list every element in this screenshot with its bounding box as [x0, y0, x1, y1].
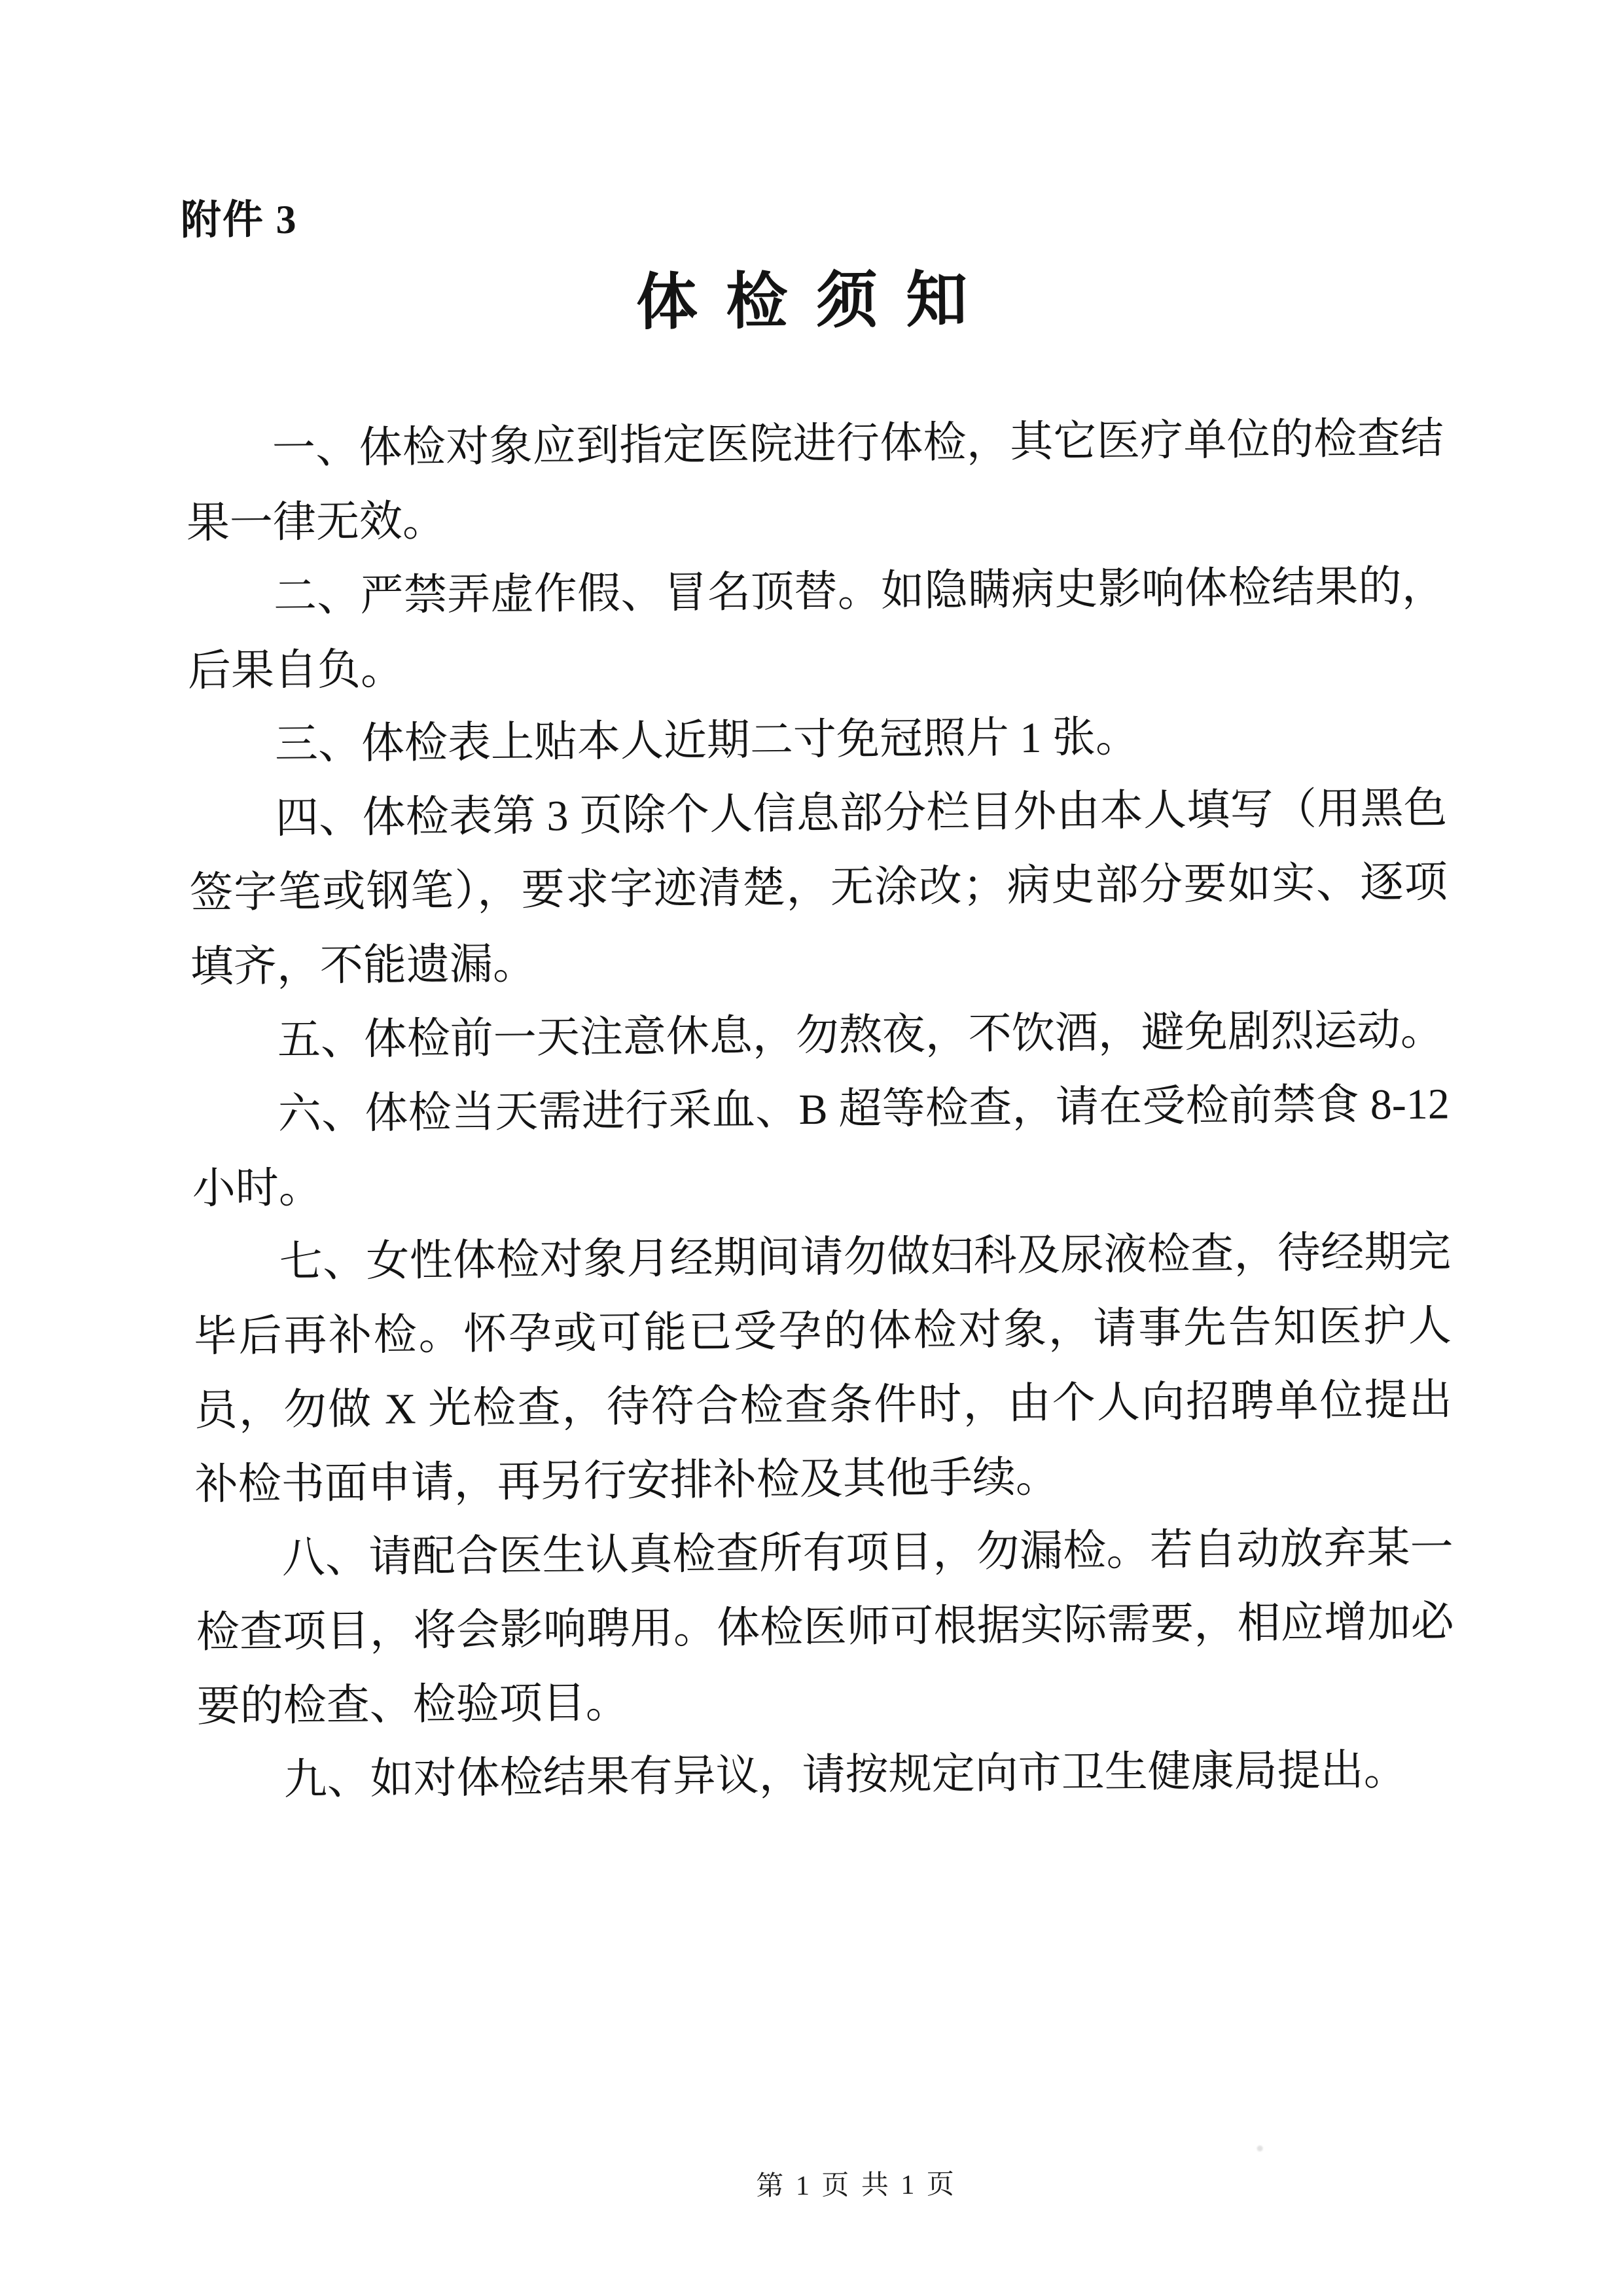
- attachment-label: 附件 3: [180, 197, 298, 243]
- notice-body: [186, 402, 1456, 1818]
- notice-paragraph: 三、体检表上贴本人近期二寸免冠照片 1 张。: [274, 713, 1139, 769]
- page-title: 体 检 须 知: [635, 266, 974, 338]
- page-footer: [16, 2125, 1623, 2242]
- notice-paragraph: 二、严禁弄虚作假、冒名顶替。如隐瞒病史影响体检结果的，后果自负。: [187, 562, 1446, 696]
- notice-paragraph: 六、体检当天需进行采血、B 超等检查，请在受检前禁食 8-12 小时。: [192, 1080, 1450, 1213]
- notice-paragraph: 九、如对体检结果有异议，请按规定向市卫生健康局提出。: [283, 1746, 1407, 1804]
- page-indicator: 第 1 页 共 1 页: [756, 2170, 957, 2202]
- notice-paragraph: 四、体检表第 3 页除个人信息部分栏目外由本人填写（用黑色签字笔或钢笔），要求字迹清楚，无涂改；病史部分要如实、逐项填齐，不能遗漏。: [189, 784, 1448, 992]
- notice-paragraph: 七、女性体检对象月经期间请勿做妇科及尿液检查，待经期完毕后再补检。怀孕或可能已受孕的体检对象，请事先告知医护人员，勿做 X 光检查，待符合检查条件时，由个人向招聘单位提出补检书面申请，再另行安排补检及其他手续。: [193, 1228, 1453, 1509]
- scan-speck-artifact: [1257, 2145, 1263, 2151]
- notice-paragraph: 一、体检对象应到指定医院进行体检，其它医疗单位的检查结果一律无效。: [186, 414, 1444, 548]
- notice-paragraph: 五、体检前一天注意休息，勿熬夜，不饮酒，避免剧烈运动。: [277, 1006, 1444, 1065]
- notice-paragraph: 八、请配合医生认真检查所有项目，勿漏检。若自动放弃某一检查项目，将会影响聘用。体检医师可根据实际需要，相应增加必要的检查、检验项目。: [196, 1524, 1455, 1731]
